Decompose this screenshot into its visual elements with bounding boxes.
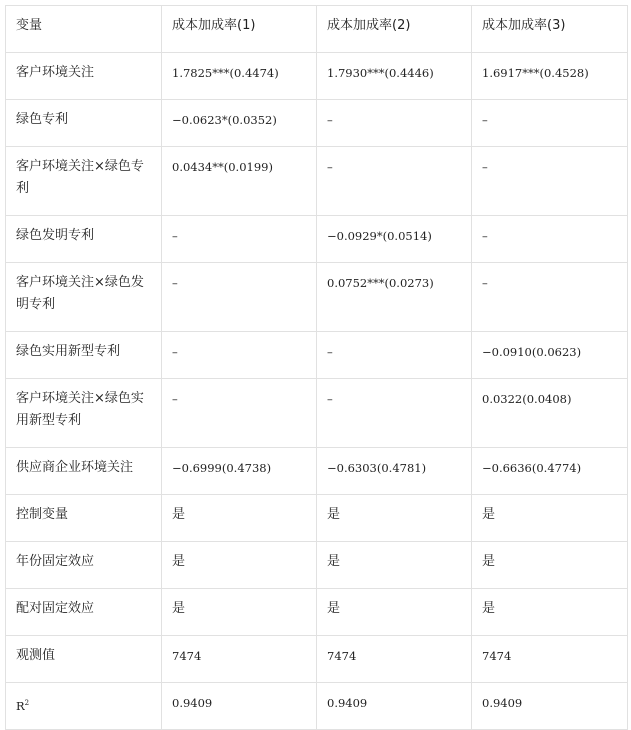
r-squared-superscript: 2 — [24, 699, 30, 707]
cell-value: – — [472, 263, 628, 332]
cell-value: −0.0623*(0.0352) — [162, 100, 317, 147]
row-label: 客户环境关注×绿色专利 — [6, 147, 162, 216]
cell-value: 是 — [162, 495, 317, 542]
cell-value: 0.9409 — [472, 683, 628, 730]
cell-value: −0.0929*(0.0514) — [317, 216, 472, 263]
row-label: 客户环境关注×绿色发明专利 — [6, 263, 162, 332]
row-label: 客户环境关注×绿色实用新型专利 — [6, 379, 162, 448]
row-label: 绿色发明专利 — [6, 216, 162, 263]
cell-value: – — [472, 147, 628, 216]
cell-value: – — [472, 100, 628, 147]
cell-value: 0.9409 — [162, 683, 317, 730]
cell-value: 是 — [472, 495, 628, 542]
cell-value: 1.7930***(0.4446) — [317, 53, 472, 100]
cell-value: 0.0322(0.0408) — [472, 379, 628, 448]
header-col1: 成本加成率(1) — [162, 6, 317, 53]
cell-value: – — [162, 216, 317, 263]
cell-value: – — [162, 263, 317, 332]
cell-value: 7474 — [472, 636, 628, 683]
row-label: 绿色专利 — [6, 100, 162, 147]
cell-value: 是 — [472, 589, 628, 636]
table-row — [6, 495, 628, 542]
cell-value: – — [317, 147, 472, 216]
table-row — [6, 216, 628, 263]
cell-value: 0.0434**(0.0199) — [162, 147, 317, 216]
cell-value: 0.9409 — [317, 683, 472, 730]
header-row — [6, 6, 628, 53]
regression-table — [5, 5, 628, 730]
table-row — [6, 542, 628, 589]
cell-value: – — [317, 379, 472, 448]
table-row — [6, 379, 628, 448]
cell-value: – — [472, 216, 628, 263]
cell-value: 是 — [162, 589, 317, 636]
row-label: 客户环境关注 — [6, 53, 162, 100]
cell-value: – — [162, 332, 317, 379]
header-col2: 成本加成率(2) — [317, 6, 472, 53]
row-label: 年份固定效应 — [6, 542, 162, 589]
cell-value: 1.7825***(0.4474) — [162, 53, 317, 100]
cell-value: −0.0910(0.0623) — [472, 332, 628, 379]
cell-value: – — [162, 379, 317, 448]
row-label: 控制变量 — [6, 495, 162, 542]
table-row — [6, 147, 628, 216]
cell-value: 1.6917***(0.4528) — [472, 53, 628, 100]
cell-value: 7474 — [317, 636, 472, 683]
cell-value: 是 — [317, 542, 472, 589]
cell-value: 是 — [317, 495, 472, 542]
row-label: 供应商企业环境关注 — [6, 448, 162, 495]
row-label: 观测值 — [6, 636, 162, 683]
cell-value: – — [317, 332, 472, 379]
row-label: 绿色实用新型专利 — [6, 332, 162, 379]
cell-value: −0.6636(0.4774) — [472, 448, 628, 495]
cell-value: 7474 — [162, 636, 317, 683]
row-label-r-squared — [6, 683, 162, 730]
table-row — [6, 636, 628, 683]
cell-value: 0.0752***(0.0273) — [317, 263, 472, 332]
table-row — [6, 100, 628, 147]
cell-value: 是 — [472, 542, 628, 589]
table-row — [6, 332, 628, 379]
cell-value: −0.6999(0.4738) — [162, 448, 317, 495]
r-squared-base: R — [16, 698, 25, 713]
table-row — [6, 263, 628, 332]
cell-value: 是 — [317, 589, 472, 636]
table-row — [6, 589, 628, 636]
cell-value: – — [317, 100, 472, 147]
header-col3: 成本加成率(3) — [472, 6, 628, 53]
cell-value: 是 — [162, 542, 317, 589]
table-row — [6, 683, 628, 730]
row-label: 配对固定效应 — [6, 589, 162, 636]
cell-value: −0.6303(0.4781) — [317, 448, 472, 495]
table-row — [6, 53, 628, 100]
table-row — [6, 448, 628, 495]
header-variable: 变量 — [6, 6, 162, 53]
